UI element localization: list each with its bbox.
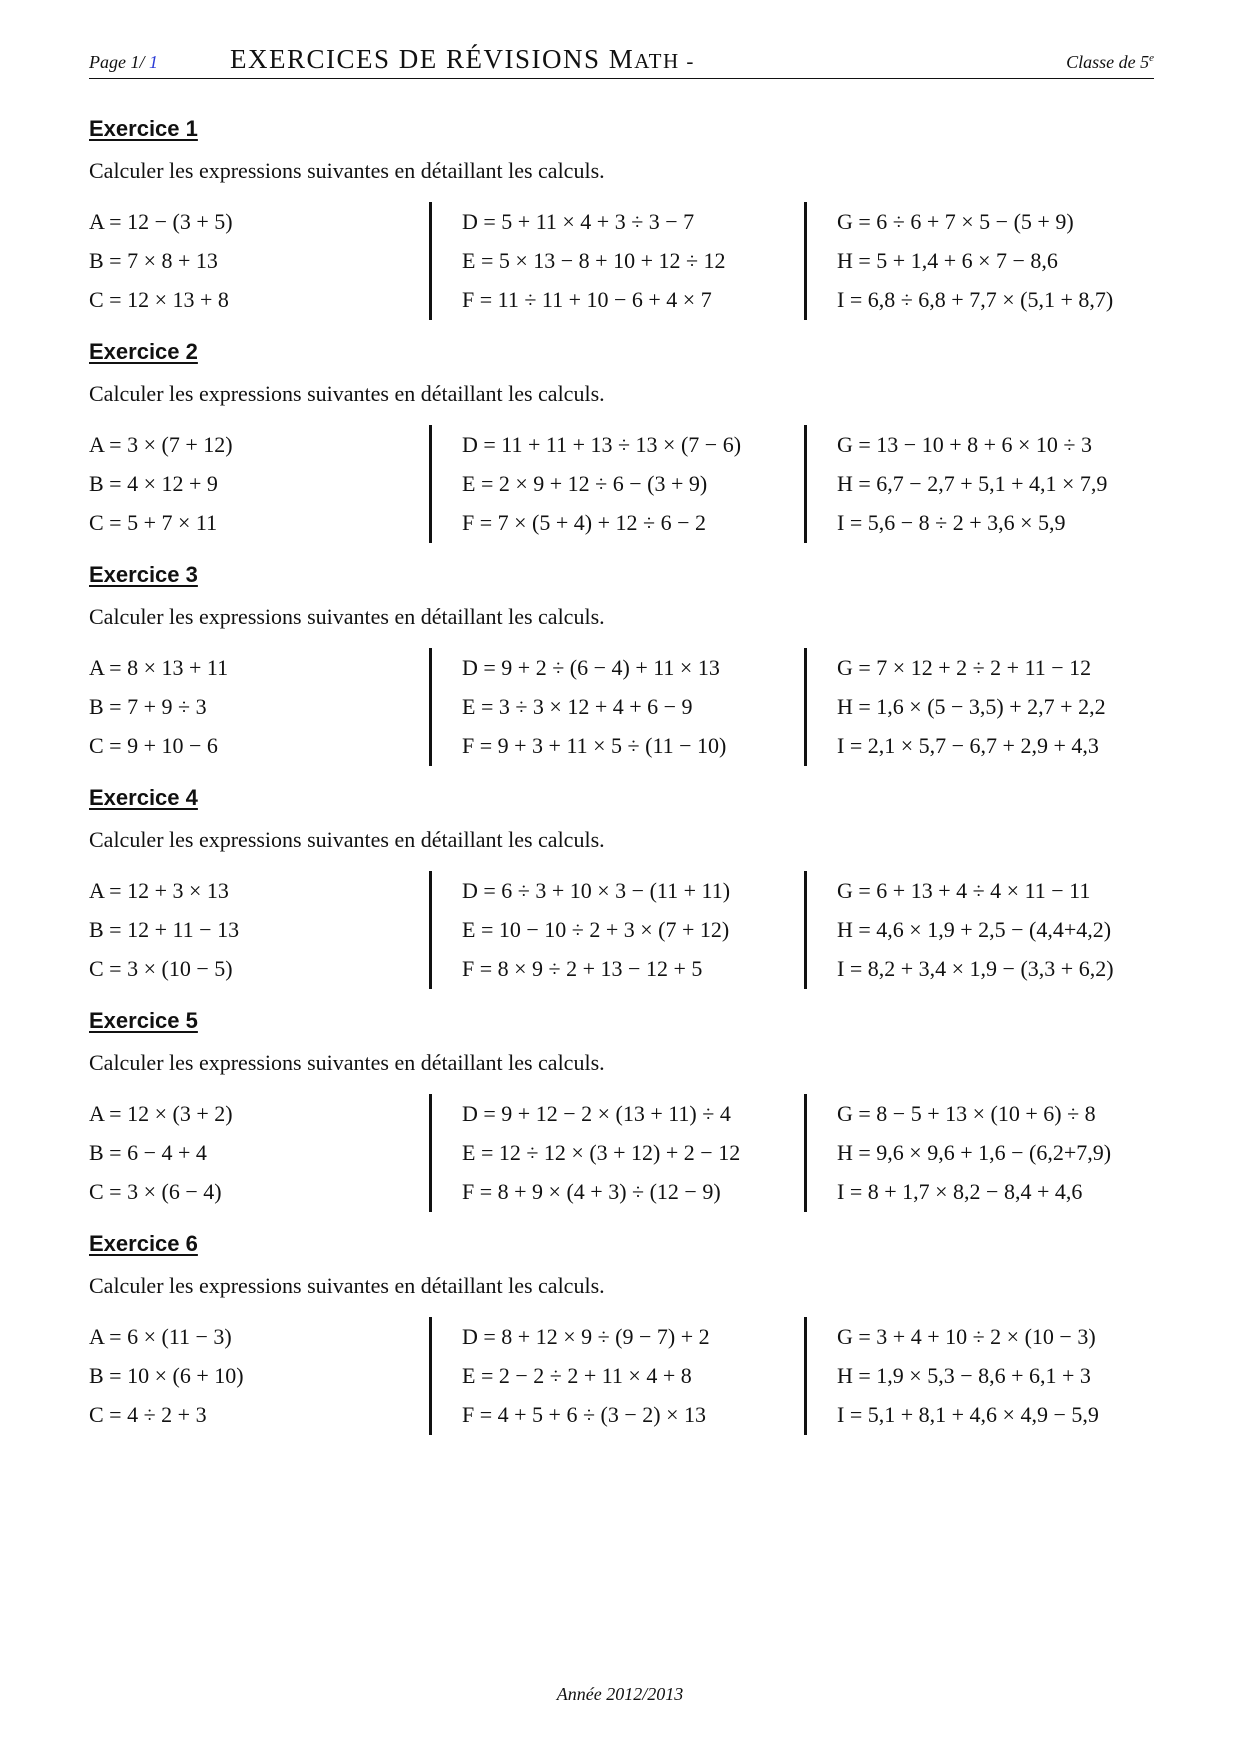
exercise-instruction: Calculer les expressions suivantes en détaillant les calculs. xyxy=(89,381,605,406)
expression-column xyxy=(804,648,1164,766)
math-expression: I = 5,1 + 8,1 + 4,6 × 4,9 − 5,9 xyxy=(837,1402,1099,1427)
math-expression: H = 1,6 × (5 − 3,5) + 2,7 + 2,2 xyxy=(837,694,1106,719)
math-expression: H = 4,6 × 1,9 + 2,5 − (4,4+4,2) xyxy=(837,917,1112,942)
math-expression: F = 7 × (5 + 4) + 12 ÷ 6 − 2 xyxy=(462,510,706,535)
math-expression: E = 10 − 10 ÷ 2 + 3 × (7 + 12) xyxy=(462,917,730,942)
exercise-block xyxy=(89,562,1154,782)
math-expression: G = 3 + 4 + 10 ÷ 2 × (10 − 3) xyxy=(837,1324,1096,1349)
math-expression: H = 6,7 − 2,7 + 5,1 + 4,1 × 7,9 xyxy=(837,471,1108,496)
page-prefix: Page 1/ xyxy=(89,52,149,72)
math-expression: C = 3 × (10 − 5) xyxy=(89,956,233,981)
math-expression: F = 8 × 9 ÷ 2 + 13 − 12 + 5 xyxy=(462,956,703,981)
page-header xyxy=(89,44,1154,79)
expression-column xyxy=(429,1094,804,1212)
math-expression: D = 8 + 12 × 9 ÷ (9 − 7) + 2 xyxy=(462,1324,710,1349)
math-expression: E = 2 × 9 + 12 ÷ 6 − (3 + 9) xyxy=(462,471,708,496)
expression-column xyxy=(804,1317,1164,1435)
expression-column xyxy=(429,648,804,766)
document-title xyxy=(230,44,695,75)
math-expression: A = 6 × (11 − 3) xyxy=(89,1324,232,1349)
math-expression: B = 12 + 11 − 13 xyxy=(89,917,240,942)
expression-column xyxy=(804,1094,1164,1212)
expression-column xyxy=(804,871,1164,989)
exercise-block xyxy=(89,339,1154,559)
title-main: EXERCICES DE RÉVISIONS M xyxy=(230,44,635,74)
expression-column xyxy=(429,425,804,543)
math-expression: D = 9 + 12 − 2 × (13 + 11) ÷ 4 xyxy=(462,1101,731,1126)
page-number xyxy=(89,52,158,73)
math-expression: G = 13 − 10 + 8 + 6 × 10 ÷ 3 xyxy=(837,432,1092,457)
expression-column xyxy=(804,425,1164,543)
expression-column xyxy=(429,202,804,320)
exercise-block xyxy=(89,1008,1154,1228)
math-expression: A = 12 − (3 + 5) xyxy=(89,209,233,234)
exercise-title: Exercice 6 xyxy=(89,1231,198,1256)
math-expression: A = 12 × (3 + 2) xyxy=(89,1101,233,1126)
math-expression: H = 1,9 × 5,3 − 8,6 + 6,1 + 3 xyxy=(837,1363,1091,1388)
math-expression: E = 5 × 13 − 8 + 10 + 12 ÷ 12 xyxy=(462,248,726,273)
class-label-text: Classe de 5 xyxy=(1066,52,1150,72)
math-expression: A = 3 × (7 + 12) xyxy=(89,432,233,457)
exercise-title: Exercice 1 xyxy=(89,116,198,141)
math-expression: I = 6,8 ÷ 6,8 + 7,7 × (5,1 + 8,7) xyxy=(837,287,1114,312)
math-expression: H = 9,6 × 9,6 + 1,6 − (6,2+7,9) xyxy=(837,1140,1112,1165)
math-expression: E = 3 ÷ 3 × 12 + 4 + 6 − 9 xyxy=(462,694,693,719)
math-expression: B = 10 × (6 + 10) xyxy=(89,1363,244,1388)
math-expression: D = 11 + 11 + 13 ÷ 13 × (7 − 6) xyxy=(462,432,742,457)
exercise-instruction: Calculer les expressions suivantes en détaillant les calculs. xyxy=(89,604,605,629)
math-expression: F = 8 + 9 × (4 + 3) ÷ (12 − 9) xyxy=(462,1179,721,1204)
exercise-instruction: Calculer les expressions suivantes en détaillant les calculs. xyxy=(89,1050,605,1075)
expression-column xyxy=(429,871,804,989)
expression-column xyxy=(89,1317,429,1435)
math-expression: C = 5 + 7 × 11 xyxy=(89,510,218,535)
expression-column xyxy=(89,1094,429,1212)
exercise-title: Exercice 4 xyxy=(89,785,198,810)
math-expression: A = 12 + 3 × 13 xyxy=(89,878,229,903)
expression-column xyxy=(89,871,429,989)
math-expression: C = 3 × (6 − 4) xyxy=(89,1179,222,1204)
expression-column xyxy=(429,1317,804,1435)
math-expression: G = 6 ÷ 6 + 7 × 5 − (5 + 9) xyxy=(837,209,1074,234)
exercise-block xyxy=(89,116,1154,336)
math-expression: D = 9 + 2 ÷ (6 − 4) + 11 × 13 xyxy=(462,655,720,680)
exercise-instruction: Calculer les expressions suivantes en détaillant les calculs. xyxy=(89,158,605,183)
exercise-title: Exercice 3 xyxy=(89,562,198,587)
math-expression: B = 4 × 12 + 9 xyxy=(89,471,218,496)
title-rest: ATH - xyxy=(634,49,695,73)
math-expression: I = 5,6 − 8 ÷ 2 + 3,6 × 5,9 xyxy=(837,510,1066,535)
math-expression: A = 8 × 13 + 11 xyxy=(89,655,229,680)
math-expression: G = 6 + 13 + 4 ÷ 4 × 11 − 11 xyxy=(837,878,1091,903)
math-expression: F = 9 + 3 + 11 × 5 ÷ (11 − 10) xyxy=(462,733,727,758)
math-expression: I = 8,2 + 3,4 × 1,9 − (3,3 + 6,2) xyxy=(837,956,1114,981)
math-expression: F = 11 ÷ 11 + 10 − 6 + 4 × 7 xyxy=(462,287,712,312)
math-expression: E = 2 − 2 ÷ 2 + 11 × 4 + 8 xyxy=(462,1363,692,1388)
exercise-title: Exercice 5 xyxy=(89,1008,198,1033)
math-expression: G = 8 − 5 + 13 × (10 + 6) ÷ 8 xyxy=(837,1101,1096,1126)
class-label xyxy=(1066,52,1154,73)
math-expression: C = 12 × 13 + 8 xyxy=(89,287,229,312)
exercise-block xyxy=(89,1231,1154,1451)
expression-column xyxy=(89,202,429,320)
math-expression: F = 4 + 5 + 6 ÷ (3 − 2) × 13 xyxy=(462,1402,706,1427)
math-expression: G = 7 × 12 + 2 ÷ 2 + 11 − 12 xyxy=(837,655,1092,680)
math-expression: E = 12 ÷ 12 × (3 + 12) + 2 − 12 xyxy=(462,1140,741,1165)
expression-column xyxy=(89,648,429,766)
math-expression: C = 4 ÷ 2 + 3 xyxy=(89,1402,207,1427)
math-expression: H = 5 + 1,4 + 6 × 7 − 8,6 xyxy=(837,248,1058,273)
exercise-instruction: Calculer les expressions suivantes en détaillant les calculs. xyxy=(89,827,605,852)
math-expression: B = 7 + 9 ÷ 3 xyxy=(89,694,207,719)
expression-column xyxy=(804,202,1164,320)
exercise-instruction: Calculer les expressions suivantes en détaillant les calculs. xyxy=(89,1273,605,1298)
page-footer: Année 2012/2013 xyxy=(556,1684,684,1704)
exercise-title: Exercice 2 xyxy=(89,339,198,364)
math-expression: C = 9 + 10 − 6 xyxy=(89,733,218,758)
exercise-block xyxy=(89,785,1154,1005)
math-expression: I = 2,1 × 5,7 − 6,7 + 2,9 + 4,3 xyxy=(837,733,1099,758)
math-expression: B = 7 × 8 + 13 xyxy=(89,248,218,273)
math-expression: D = 6 ÷ 3 + 10 × 3 − (11 + 11) xyxy=(462,878,731,903)
math-expression: B = 6 − 4 + 4 xyxy=(89,1140,207,1165)
page-total-link[interactable]: 1 xyxy=(149,52,158,72)
math-expression: I = 8 + 1,7 × 8,2 − 8,4 + 4,6 xyxy=(837,1179,1083,1204)
math-expression: D = 5 + 11 × 4 + 3 ÷ 3 − 7 xyxy=(462,209,695,234)
class-label-sup: e xyxy=(1149,52,1154,64)
expression-column xyxy=(89,425,429,543)
